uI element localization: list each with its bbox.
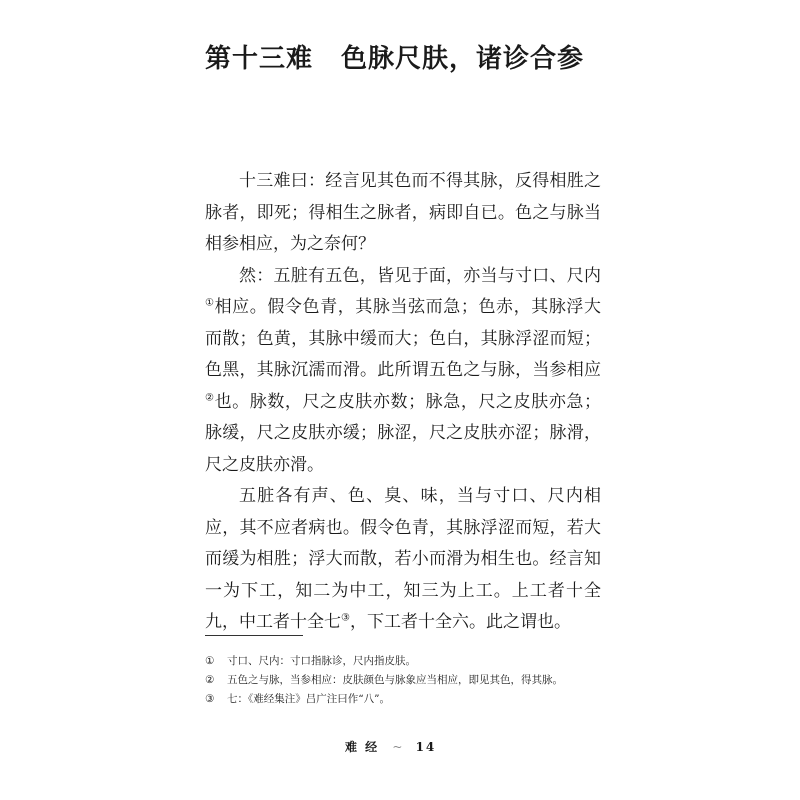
footnote-ref-3: ③ <box>341 612 350 624</box>
footnote-divider <box>205 635 303 636</box>
paragraph-2-part-b: 相应。假令色青，其脉当弦而急；色赤，其脉浮大而散；色黄，其脉中缓而大；色白，其脉浮涩而短；色黑，其脉沉濡而滑。此所谓五色之与脉，当参相应 <box>205 297 602 380</box>
running-title: 难 经 <box>345 740 380 754</box>
footnote-text: 五色之与脉，当参相应：皮肤颜色与脉象应当相应，即见其色，得其脉。 <box>227 674 563 686</box>
footnote-text: 寸口、尺内：寸口指脉诊，尺内指皮肤。 <box>227 655 416 667</box>
paragraph-3 <box>205 481 601 639</box>
footnote-number: ③ <box>205 693 215 705</box>
footnote-3 <box>205 690 605 709</box>
ornament-icon: ~ <box>392 740 403 754</box>
footnotes <box>205 652 605 709</box>
main-text <box>205 166 601 639</box>
footnote-number: ② <box>205 674 215 686</box>
page-number: 14 <box>415 740 437 754</box>
chapter-number: 第十三难 <box>205 44 314 74</box>
page-footer <box>345 738 436 755</box>
footnote-ref-1: ① <box>205 297 215 309</box>
chapter-title <box>205 38 584 75</box>
paragraph-3-part-a: 五脏各有声、色、臭、味，当与寸口、尺内相应，其不应者病也。假令色青，其脉浮涩而短，若大而缓为相胜；浮大而散，若小而滑为相生也。经言知一为下工，知二为中工，知三为上工。上工者十全九，中工者十全七 <box>205 486 601 632</box>
chapter-subtitle: 色脉尺肤，诸诊合参 <box>341 44 585 74</box>
footnote-number: ① <box>205 655 215 667</box>
paragraph-2-part-c: 也。脉数，尺之皮肤亦数；脉急，尺之皮肤亦急；脉缓，尺之皮肤亦缓；脉涩，尺之皮肤亦涩；脉滑，尺之皮肤亦滑。 <box>205 391 602 475</box>
footnote-ref-2: ② <box>205 391 215 403</box>
footnote-2 <box>205 671 605 690</box>
footnote-1 <box>205 652 605 671</box>
paragraph-2 <box>205 261 601 482</box>
paragraph-2-part-a: 然：五脏有五色，皆见于面，亦当与寸口、尺内 <box>239 265 601 286</box>
paragraph-3-part-b: ，下工者十全六。此之谓也。 <box>349 612 571 632</box>
footnote-text: 七：《难经集注》吕广注曰作“八”。 <box>227 693 390 705</box>
paragraph-1: 十三难曰：经言见其色而不得其脉，反得相胜之脉者，即死；得相生之脉者，病即自已。色之与脉当相参相应，为之奈何？ <box>205 171 601 254</box>
